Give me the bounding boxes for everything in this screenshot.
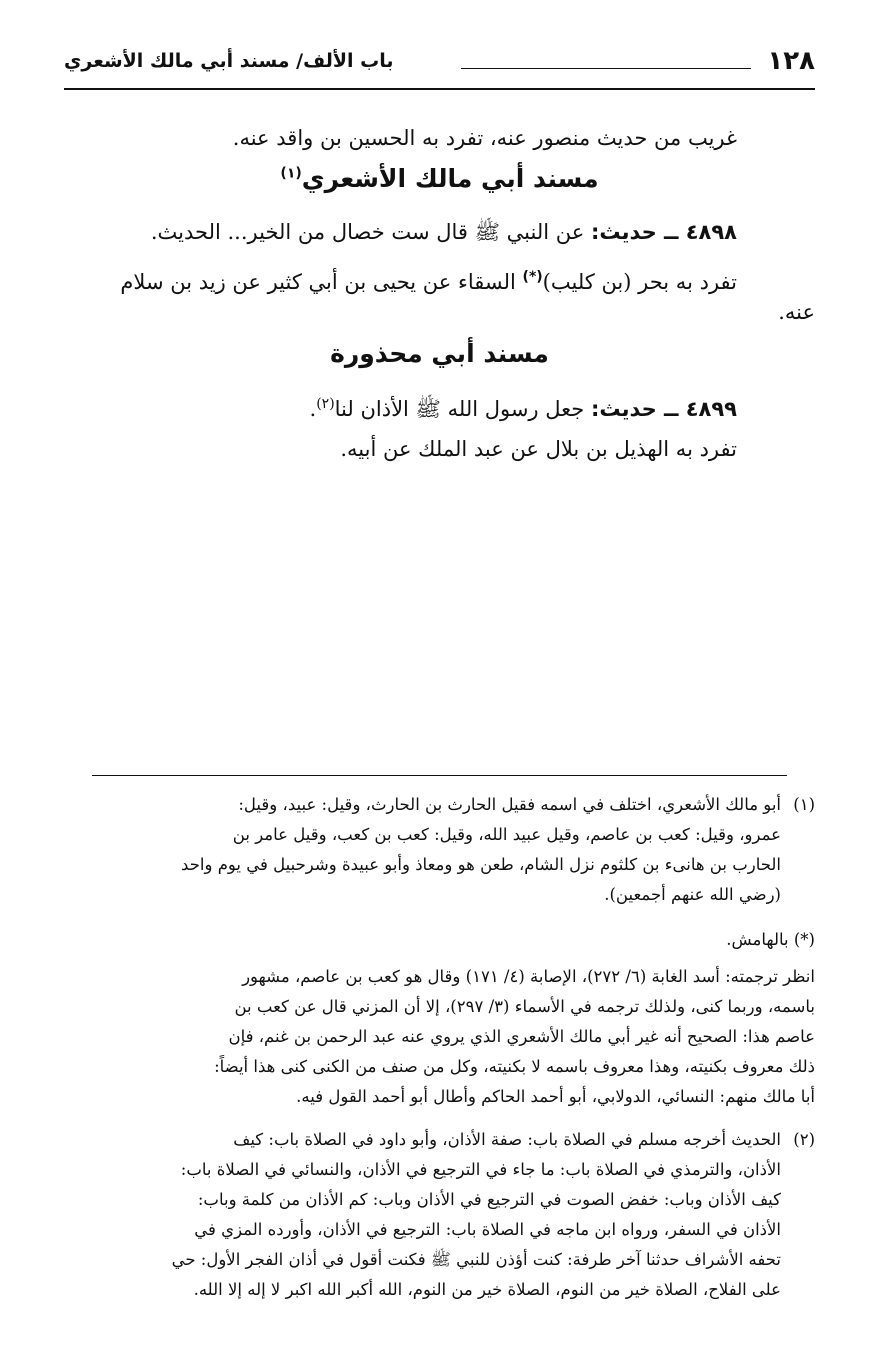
footnote-marker: (١) xyxy=(793,795,815,814)
footnote-marker: (٢) xyxy=(793,1130,815,1149)
header-rule xyxy=(64,88,815,90)
text-span: . xyxy=(309,397,317,421)
section-heading xyxy=(0,339,879,368)
footnote-line: كيف الأذان وباب: خفض الصوت في الترجيع في الأذان وباب: كم الأذان من كلمة وباب: xyxy=(197,1190,781,1209)
footnote-line: ذلك معروف بكنيته، وهذا معروف باسمه لا بكنيته، وكل من صنف من الكنى كنى هذا أيضاً: xyxy=(214,1057,815,1076)
footnote-line: انظر ترجمته: أسد الغابة (٦/ ٢٧٢)، الإصابة (٤/ ١٧١) وقال هو كعب بن عاصم، مشهور xyxy=(242,967,815,986)
footnote-ref: (*) xyxy=(522,269,543,285)
footnote-line: على الفلاح، الصلاة خير من النوم، الصلاة خير من النوم، الله أكبر الله اكبر لا إله إلا الله. xyxy=(193,1280,781,1299)
section-heading xyxy=(0,164,879,193)
page-number: ١٢٨ xyxy=(767,46,815,76)
footnote-line: عمرو، وقيل: كعب بن عاصم، وقيل عبيد الله، وقيل: كعب بن كعب، وقيل عامر بن xyxy=(232,825,781,844)
footnote-line: باسمه، وربما كنى، ولذلك ترجمه في الأسماء (٣/ ٢٩٧)، إلا أن المزني قال عن كعب بن xyxy=(234,997,815,1016)
text-line: تفرد به الهذيل بن بلال عن عبد الملك عن أبيه. xyxy=(340,437,737,461)
footnote-line: عاصم هذا: الصحيح أنه غير أبي مالك الأشعري الذي يروي عنه عبد الرحمن بن غنم، فإن xyxy=(228,1027,815,1046)
footnote-rule xyxy=(92,775,787,776)
hadith-number: ٤٨٩٩ ــ حديث: xyxy=(590,397,737,421)
chapter-title: باب الألف/ مسند أبي مالك الأشعري xyxy=(64,50,394,72)
text-line: عنه. xyxy=(778,300,815,324)
footnote-ref: (١) xyxy=(280,165,302,182)
text-span: السقاء عن يحيى بن أبي كثير عن زيد بن سلام xyxy=(120,270,523,294)
footnote-line: أبا مالك منهم: النسائي، الدولابي، أبو أحمد الحاكم وأطال أبو أحمد القول فيه. xyxy=(296,1087,815,1106)
footnote-line: أبو مالك الأشعري، اختلف في اسمه فقيل الحارث بن الحارث، وقيل: عبيد، وقيل: xyxy=(238,795,781,814)
text-line xyxy=(64,262,737,297)
footnote-line: الأذان في السفر، ورواه ابن ماجه في الصلاة باب: الترجيع في الأذان، وأورده المزي في xyxy=(194,1220,781,1239)
text-span: تفرد به بحر (بن كليب) xyxy=(542,270,737,294)
footnote-line: تحفه الأشراف حدثنا آخر طرفة: كنت أؤذن للنبي ﷺ فكنت أقول في أذان الفجر الأول: حي xyxy=(171,1250,781,1269)
footnote-line: الحديث أخرجه مسلم في الصلاة باب: صفة الأذان، وأبو داود في الصلاة باب: كيف xyxy=(233,1130,781,1149)
running-header xyxy=(64,42,815,88)
heading-text: مسند أبي محذورة xyxy=(330,339,549,368)
footnote-line: (*) بالهامش. xyxy=(726,930,815,949)
footnote-line: الحارب بن هانىء بن كلثوم نزل الشام، طعن هو ومعاذ وأبو عبيدة وشرحبيل في يوم واحد xyxy=(181,855,781,874)
hadith-number: ٤٨٩٨ ــ حديث: xyxy=(590,220,737,244)
hadith-entry xyxy=(64,217,737,247)
hadith-entry xyxy=(64,389,737,424)
hadith-text: جعل رسول الله ﷺ الأذان لنا xyxy=(334,397,585,421)
heading-text: مسند أبي مالك الأشعري xyxy=(301,164,599,193)
hadith-text: عن النبي ﷺ قال ست خصال من الخير... الحديث. xyxy=(150,220,585,244)
footnote-ref: (٢) xyxy=(316,396,335,412)
footnote-line: (رضي الله عنهم أجمعين). xyxy=(604,885,781,904)
text-line: غريب من حديث منصور عنه، تفرد به الحسين بن واقد عنه. xyxy=(232,126,737,150)
footnote-line: الأذان، والترمذي في الصلاة باب: ما جاء في الترجيع في الأذان، والنسائي في الصلاة باب: xyxy=(180,1160,781,1179)
header-rule-short xyxy=(461,68,751,69)
